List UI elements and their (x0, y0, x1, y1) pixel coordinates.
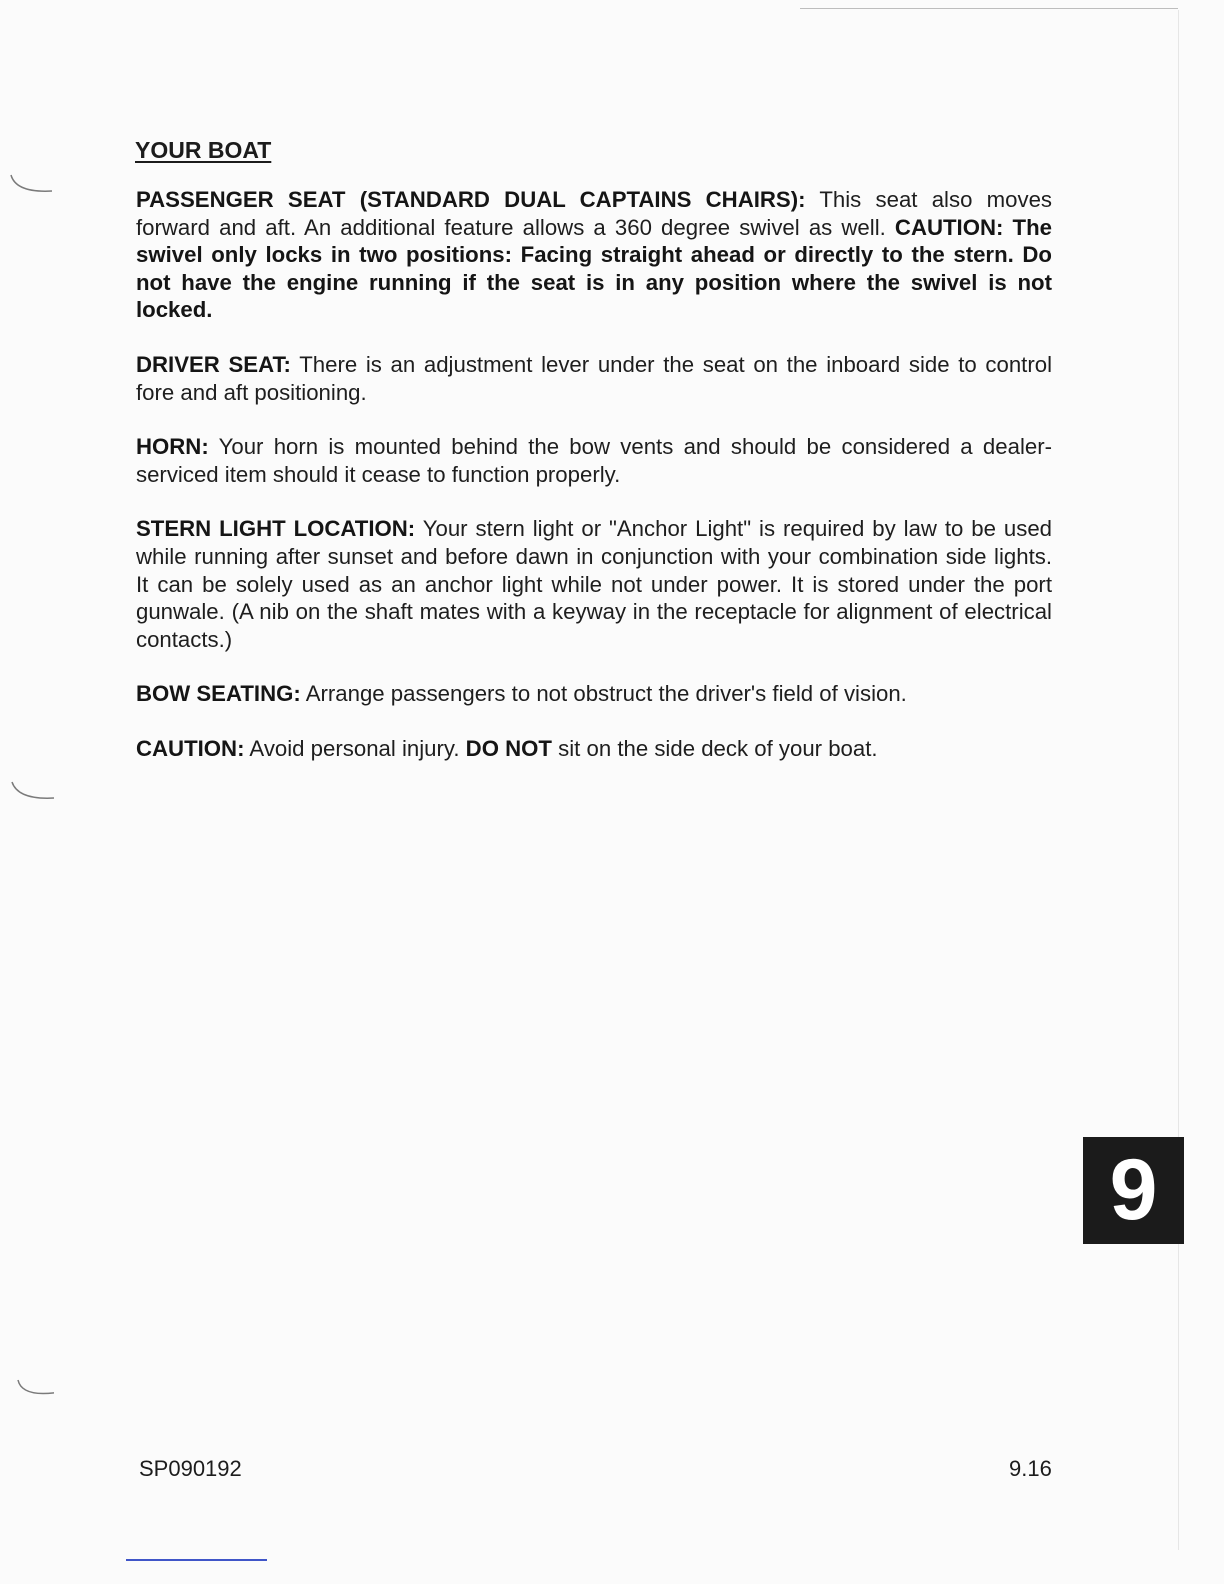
binder-hole-icon (8, 173, 54, 195)
caution-text-before: Avoid personal injury. (249, 735, 460, 761)
caution-paragraph (136, 735, 1052, 763)
horn-text: Your horn is mounted behind the bow vents and should be considered a dealer-serviced item should it cease to function properly. (136, 434, 1052, 487)
passenger-seat-paragraph (136, 186, 1052, 324)
binder-hole-icon (8, 780, 54, 802)
horn-label: HORN: (136, 434, 209, 460)
bottom-edge-mark (126, 1559, 267, 1561)
caution-emphasis: DO NOT (465, 735, 552, 761)
top-edge-rule (800, 8, 1178, 9)
caution-text-after: sit on the side deck of your boat. (558, 735, 878, 761)
bow-seating-text: Arrange passengers to not obstruct the driver's field of vision. (305, 681, 907, 707)
bow-seating-label: BOW SEATING: (136, 681, 301, 707)
stern-light-label: STERN LIGHT LOCATION: (136, 516, 416, 542)
bow-seating-paragraph (136, 680, 1052, 708)
caution-label: CAUTION: (136, 735, 245, 761)
driver-seat-text: There is an adjustment lever under the seat on the inboard side to control fore and aft positioning. (136, 351, 1052, 405)
chapter-tab: 9 (1083, 1137, 1184, 1244)
driver-seat-label: DRIVER SEAT: (136, 351, 291, 377)
page-right-edge (1178, 10, 1179, 1550)
footer-page-number: 9.16 (1009, 1456, 1052, 1481)
stern-light-paragraph (136, 515, 1052, 653)
binder-hole-icon (8, 1378, 54, 1400)
driver-seat-paragraph (136, 351, 1052, 406)
passenger-seat-caution-label: CAUTION: (894, 214, 1004, 240)
footer-doc-code: SP090192 (139, 1456, 242, 1481)
stern-light-text: Your stern light or "Anchor Light" is required by law to be used while running after sunset and before dawn in conjunction with your combination side lights. It can be solely used as an anchor light while not under power. It is stored under the port gunwale. (A nib on the shaft mates with a keyway in the receptacle for alignment of electrical contacts.) (136, 516, 1052, 652)
section-heading: YOUR BOAT (135, 137, 272, 163)
horn-paragraph (136, 433, 1052, 488)
passenger-seat-label: PASSENGER SEAT (STANDARD DUAL CAPTAINS CHAIRS): (136, 187, 806, 212)
body-content (136, 186, 1052, 790)
passenger-seat-text: This seat also moves forward and aft. An additional feature allows a 360 degree swivel as well. (136, 187, 1053, 240)
passenger-seat-caution-text: The swivel only locks in two positions: Facing straight ahead or directly to the stern. Do not have the engine running if the seat is in any position where the swivel is not locked. (136, 214, 1052, 323)
